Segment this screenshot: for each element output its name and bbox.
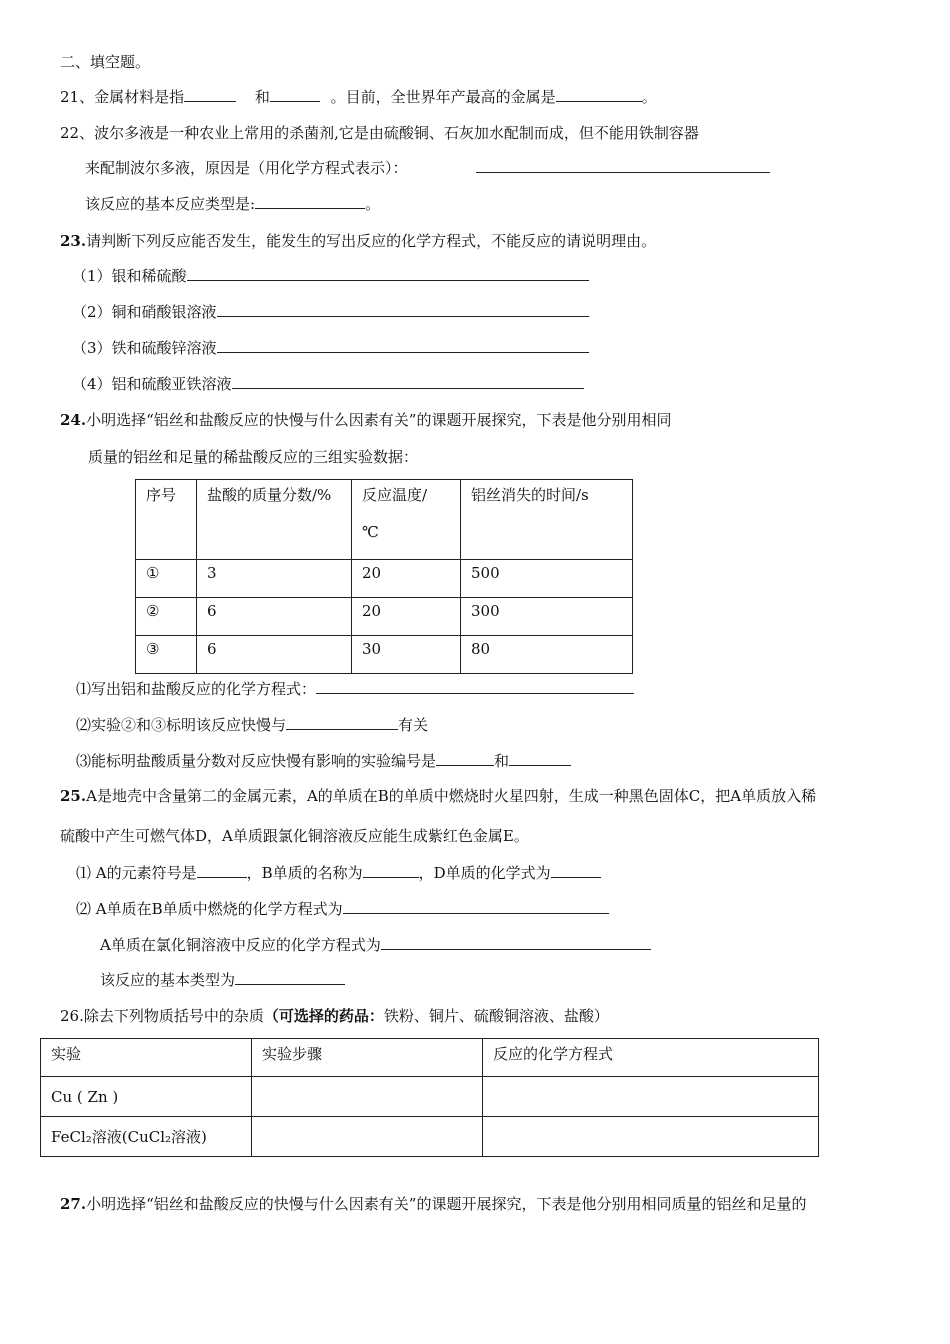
q24-table-row xyxy=(136,636,633,674)
q25-part-3-text: A单质在氯化铜溶液中反应的化学方程式为 xyxy=(100,936,381,954)
q24-cell: ① xyxy=(136,560,197,598)
q24-part-3-and: 和 xyxy=(494,752,510,770)
q24-header-temperature-unit: ℃ xyxy=(362,523,379,541)
q26-row-2-label: FeCl₂溶液(CuCl₂溶液) xyxy=(41,1117,252,1157)
q23-item-2-blank[interactable] xyxy=(217,302,589,317)
q24-header-temperature-label: 反应温度/ xyxy=(362,486,428,504)
q24-header-index: 序号 xyxy=(136,480,197,560)
q25-part-2-blank[interactable] xyxy=(343,899,609,914)
q25-part-1-text-b: ，B单质的名称为 xyxy=(246,864,363,882)
q24-cell: 30 xyxy=(352,636,461,674)
q24-header-concentration: 盐酸的质量分数/% xyxy=(197,480,352,560)
q24-part-2-blank[interactable] xyxy=(286,715,398,730)
q25-part-2 xyxy=(76,899,609,919)
q24-table-row xyxy=(136,560,633,598)
q24-cell: 20 xyxy=(352,560,461,598)
question-26 xyxy=(60,1006,609,1026)
q24-part-1-text: ⑴写出铝和盐酸反应的化学方程式： xyxy=(76,680,317,698)
q24-header-time: 铝丝消失的时间/s xyxy=(461,480,633,560)
q25-part-2-text: ⑵ A单质在B单质中燃烧的化学方程式为 xyxy=(76,900,343,918)
q24-line-2: 质量的铝丝和足量的稀盐酸反应的三组实验数据： xyxy=(88,448,419,466)
q26-header-steps: 实验步骤 xyxy=(252,1039,483,1077)
q24-cell: ② xyxy=(136,598,197,636)
q26-table xyxy=(40,1038,819,1157)
q24-cell: 80 xyxy=(461,636,633,674)
q24-cell: ③ xyxy=(136,636,197,674)
q22-line-3-end: 。 xyxy=(365,195,381,213)
q24-cell: 20 xyxy=(352,598,461,636)
q24-header-temperature xyxy=(352,480,461,560)
question-23 xyxy=(60,231,656,251)
q21-text-c: 。目前，全世界年产最高的金属是 xyxy=(330,88,556,106)
q25-part-1-text-c: ，D单质的化学式为 xyxy=(418,864,551,882)
q26-row-2-equation-cell[interactable] xyxy=(483,1117,819,1157)
q26-header-experiment: 实验 xyxy=(41,1039,252,1077)
q24-cell: 3 xyxy=(197,560,352,598)
q25-line-2: 硫酸中产生可燃气体D，A单质跟氯化铜溶液反应能生成紫红色金属E。 xyxy=(60,827,529,845)
q24-part-3-blank-1[interactable] xyxy=(436,751,494,766)
q25-part-1-blank-2[interactable] xyxy=(363,863,419,878)
q24-part-2-text: ⑵实验②和③标明该反应快慢与 xyxy=(76,716,287,734)
q26-intro: 26.除去下列物质括号中的杂质 xyxy=(60,1007,264,1025)
q23-item-4-label: （4）铝和硫酸亚铁溶液 xyxy=(72,375,232,393)
q21-blank-3[interactable] xyxy=(556,87,642,102)
q21-text-a: 21、金属材料是指 xyxy=(60,88,185,106)
q26-table-row xyxy=(41,1117,819,1157)
q24-cell: 500 xyxy=(461,560,633,598)
q27-text: 小明选择“铝丝和盐酸反应的快慢与什么因素有关”的课题开展探究，下表是他分别用相同质量的铝丝和足量的 xyxy=(86,1195,807,1213)
q23-text: 请判断下列反应能否发生，能发生的写出反应的化学方程式，不能反应的请说明理由。 xyxy=(86,232,657,250)
q26-header-row xyxy=(41,1039,819,1077)
q23-item-3-blank[interactable] xyxy=(217,338,589,353)
question-27 xyxy=(60,1194,806,1214)
q23-item-4-blank[interactable] xyxy=(232,374,584,389)
question-21 xyxy=(60,87,657,107)
q24-table-row xyxy=(136,598,633,636)
q24-part-2 xyxy=(76,715,428,735)
q21-blank-1[interactable] xyxy=(184,87,236,102)
q25-line-1: A是地壳中含量第二的金属元素，A的单质在B的单质中燃烧时火星四射，生成一种黑色固体C，把A单质放入稀 xyxy=(86,787,817,805)
q25-part-1-blank-1[interactable] xyxy=(197,863,247,878)
q23-item-2-label: （2）铜和硝酸银溶液 xyxy=(72,303,217,321)
q26-row-1-equation-cell[interactable] xyxy=(483,1077,819,1117)
q24-data-table xyxy=(135,479,633,674)
q26-table-row xyxy=(41,1077,819,1117)
q26-row-2-steps-cell[interactable] xyxy=(252,1117,483,1157)
q23-item-1 xyxy=(72,266,589,286)
q22-line-3 xyxy=(85,194,380,214)
q27-number: 27. xyxy=(60,1195,87,1213)
q23-item-3-label: （3）铁和硫酸锌溶液 xyxy=(72,339,217,357)
q24-part-1-blank[interactable] xyxy=(316,679,634,694)
q25-part-4 xyxy=(100,970,345,990)
q24-number: 24. xyxy=(60,411,87,429)
q24-part-1 xyxy=(76,679,634,699)
q23-item-4 xyxy=(72,374,584,394)
q25-part-1-text-a: ⑴ A的元素符号是 xyxy=(76,864,197,882)
q21-blank-2[interactable] xyxy=(270,87,320,102)
q21-text-b: 和 xyxy=(254,88,270,106)
q26-row-1-steps-cell[interactable] xyxy=(252,1077,483,1117)
q23-item-1-blank[interactable] xyxy=(187,266,589,281)
q24-table-header-row xyxy=(136,480,633,560)
q25-part-4-text: 该反应的基本类型为 xyxy=(100,971,236,989)
q23-item-2 xyxy=(72,302,589,322)
q25-part-4-blank[interactable] xyxy=(235,970,345,985)
q22-blank-equation[interactable] xyxy=(476,158,770,178)
q25-part-1 xyxy=(76,863,601,883)
q24-part-3 xyxy=(76,751,571,771)
q24-line-1: 小明选择“铝丝和盐酸反应的快慢与什么因素有关”的课题开展探究，下表是他分别用相同 xyxy=(86,411,672,429)
q24-cell: 300 xyxy=(461,598,633,636)
q25-part-3 xyxy=(100,935,651,955)
section-heading: 二、填空题。 xyxy=(60,53,151,71)
q25-part-3-blank[interactable] xyxy=(381,935,651,950)
q22-blank-type[interactable] xyxy=(255,194,365,209)
q24-part-2-end: 有关 xyxy=(398,716,429,734)
q25-number: 25. xyxy=(60,787,87,805)
q22-line-3-text: 该反应的基本反应类型是: xyxy=(85,195,256,213)
question-25 xyxy=(60,786,816,806)
q25-part-1-blank-3[interactable] xyxy=(551,863,601,878)
q26-reagents: 铁粉、铜片、硫酸铜溶液、盐酸） xyxy=(383,1007,609,1025)
q21-end: 。 xyxy=(641,88,657,106)
q22-line-2: 来配制波尔多液，原因是（用化学方程式表示）： xyxy=(85,159,408,177)
q23-item-1-label: （1）银和稀硫酸 xyxy=(72,267,187,285)
question-24 xyxy=(60,410,671,430)
q23-number: 23. xyxy=(60,232,87,250)
q26-row-1-label: Cu ( Zn ) xyxy=(41,1077,252,1117)
q24-part-3-text: ⑶能标明盐酸质量分数对反应快慢有影响的实验编号是 xyxy=(76,752,437,770)
q23-item-3 xyxy=(72,338,589,358)
q22-line-1: 22、波尔多液是一种农业上常用的杀菌剂,它是由硫酸铜、石灰加水配制而成，但不能用铁制容器 xyxy=(60,124,699,142)
q26-reagent-label: （可选择的药品： xyxy=(263,1007,384,1025)
q24-part-3-blank-2[interactable] xyxy=(509,751,571,766)
q24-cell: 6 xyxy=(197,636,352,674)
q24-cell: 6 xyxy=(197,598,352,636)
q26-header-equation: 反应的化学方程式 xyxy=(483,1039,819,1077)
